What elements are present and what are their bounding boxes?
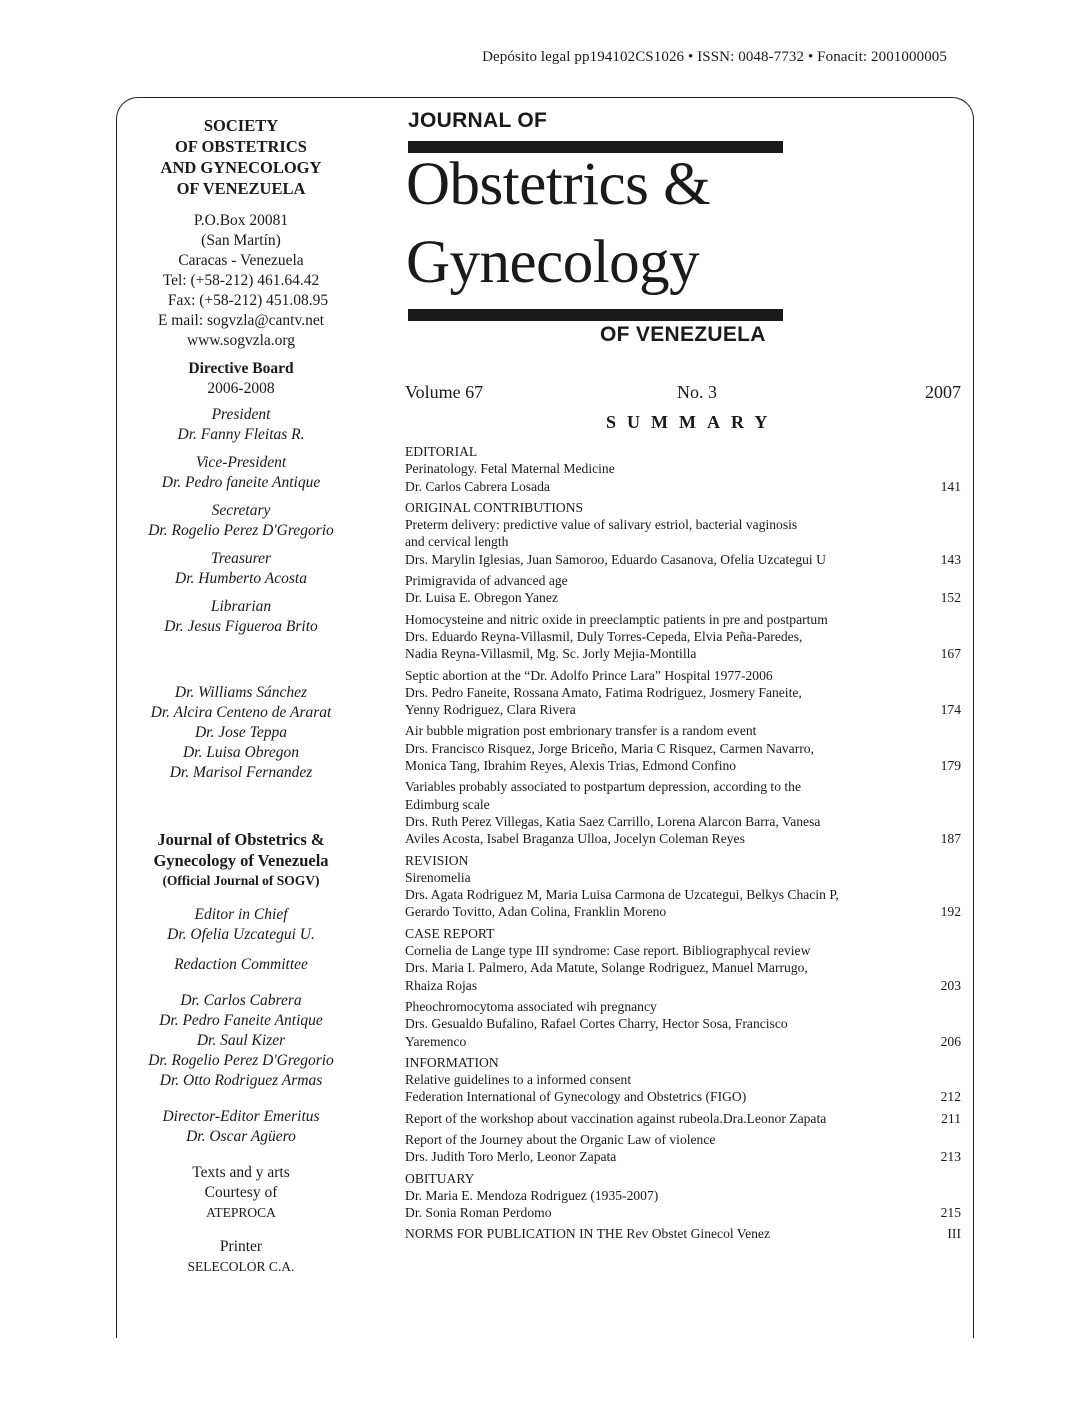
toc-page-number: 215 — [940, 1205, 961, 1221]
toc-entry-line: Monica Tang, Ibrahim Reyes, Alexis Trias, Edmond Confino — [405, 758, 737, 774]
of-venezuela-heading: OF VENEZUELA — [600, 323, 766, 346]
legal-deposit-line: Depósito legal pp194102CS1026 • ISSN: 0048-7732 • Fonacit: 2001000005 — [482, 49, 947, 65]
address-line: P.O.Box 20081 — [193, 212, 289, 229]
texts-line: Texts and y arts — [192, 1164, 290, 1181]
printer-label: Printer — [219, 1238, 263, 1255]
toc-page-number: III — [947, 1226, 961, 1242]
name-treasurer: Dr. Humberto Acosta — [175, 570, 307, 587]
toc-entry-line: Nadia Reyna-Villasmil, Mg. Sc. Jorly Mejia-Montilla — [405, 646, 697, 662]
toc-entry-line: Yaremenco — [405, 1033, 467, 1049]
texts-credit — [120, 1163, 362, 1203]
issue-year: 2007 — [925, 382, 961, 402]
toc-entry-line: Drs. Agata Rodriguez M, Maria Luisa Carmona de Uzcategui, Belkys Chacin P, — [405, 887, 839, 903]
toc-entry-line: Drs. Eduardo Reyna-Villasmil, Duly Torres-Cepeda, Elvia Peña-Paredes, — [405, 628, 803, 644]
name-secretary: Dr. Rogelio Perez D'Gregorio — [148, 522, 334, 539]
toc-entry-line: Perinatology. Fetal Maternal Medicine — [405, 461, 615, 477]
toc-section-heading: ORIGINAL CONTRIBUTIONS — [405, 499, 584, 515]
toc-entry-line: Drs. Pedro Faneite, Rossana Amato, Fatima Rodriguez, Josmery Faneite, — [405, 684, 802, 700]
toc-page-number: 143 — [940, 551, 961, 567]
role-president: President — [211, 406, 271, 423]
issue-number: No. 3 — [677, 382, 717, 402]
toc-entry-line: Dr. Carlos Cabrera Losada — [405, 478, 550, 494]
toc-entry-line: Dr. Luisa E. Obregon Yanez — [405, 590, 558, 606]
member-name: Dr. Marisol Fernandez — [169, 764, 313, 781]
committee-member: Dr. Pedro Faneite Antique — [159, 1012, 323, 1029]
journal-name-line: Journal of Obstetrics & — [157, 830, 325, 849]
emeritus-role: Director-Editor Emeritus — [162, 1108, 320, 1125]
toc-entry-body — [405, 572, 961, 607]
journal-name-line: Gynecology of Venezuela — [153, 851, 329, 870]
toc-entry-line: Drs. Judith Toro Merlo, Leonor Zapata — [405, 1149, 617, 1165]
toc-entry — [405, 998, 961, 1050]
toc-section-heading: EDITORIAL — [405, 444, 478, 459]
name-president: Dr. Fanny Fleitas R. — [177, 426, 305, 443]
volume-label: Volume 67 — [405, 382, 484, 402]
toc-entry-line: Homocysteine and nitric oxide in preeclamptic patients in pre and postpartum — [405, 611, 828, 627]
toc-entry — [405, 778, 961, 847]
committee-member: Dr. Otto Rodriguez Armas — [159, 1072, 323, 1089]
toc-entry-body — [405, 516, 961, 568]
toc-section-heading: CASE REPORT — [405, 925, 495, 941]
toc-section-heading: REVISION — [405, 852, 469, 868]
toc-entry — [405, 1225, 961, 1242]
official-journal-note: (Official Journal of SOGV) — [162, 873, 320, 888]
name-librarian: Dr. Jesus Figueroa Brito — [164, 618, 318, 635]
role-librarian: Librarian — [210, 598, 272, 615]
toc-entry-line: Federation International of Gynecology and Obstetrics (FIGO) — [405, 1089, 747, 1105]
fax-line: Fax: (+58-212) 451.08.95 — [167, 292, 329, 309]
texts-line: Courtesy of — [204, 1184, 278, 1201]
committee-list — [120, 991, 362, 1091]
member-name: Dr. Williams Sánchez — [174, 684, 308, 701]
toc-entry-line: Septic abortion at the “Dr. Adolfo Prince Lara” Hospital 1977-2006 — [405, 667, 773, 683]
toc-entry-line: Relative guidelines to a informed consent — [405, 1072, 632, 1088]
toc-page-number: 141 — [940, 478, 961, 494]
toc-entry — [405, 722, 961, 774]
toc-entry-body — [405, 998, 961, 1050]
toc-entry — [405, 443, 961, 495]
toc-page-number: 192 — [940, 904, 961, 920]
toc-entry — [405, 1170, 961, 1222]
committee-title: Redaction Committee — [174, 956, 308, 973]
member-name: Dr. Jose Teppa — [194, 724, 287, 741]
toc-entry-body — [405, 942, 961, 994]
toc-entry — [405, 1054, 961, 1106]
toc-entry-line: Report of the Journey about the Organic Law of violence — [405, 1131, 716, 1147]
member-name: Dr. Alcira Centeno de Ararat — [150, 704, 332, 721]
toc-section-heading: INFORMATION — [405, 1054, 499, 1070]
toc-entry-body — [405, 667, 961, 719]
toc-entry — [405, 572, 961, 607]
journal-of-heading: JOURNAL OF — [408, 109, 548, 132]
table-of-contents — [405, 443, 961, 1243]
toc-entry-line: Variables probably associated to postpartum depression, according to the — [405, 779, 801, 795]
committee-member: Dr. Saul Kizer — [196, 1032, 286, 1049]
toc-page-number: 213 — [940, 1149, 961, 1165]
email-line: E mail: sogvzla@cantv.net — [157, 312, 325, 329]
summary-heading: SUMMARY — [606, 412, 779, 432]
toc-entry-body — [405, 869, 961, 921]
emeritus-name: Dr. Oscar Agüero — [186, 1128, 296, 1145]
toc-entry-line: Drs. Marylin Iglesias, Juan Samoroo, Eduardo Casanova, Ofelia Uzcategui U — [405, 551, 826, 567]
toc-entry-line: Pheochromocytoma associated wih pregnancy — [405, 998, 657, 1014]
toc-entry-body — [405, 1225, 961, 1242]
toc-entry-body — [405, 460, 961, 495]
toc-entry-line: Dr. Maria E. Mendoza Rodriguez (1935-2007) — [405, 1187, 659, 1203]
toc-entry — [405, 925, 961, 994]
left-column — [120, 115, 362, 1277]
role-vice-president: Vice-President — [195, 454, 287, 471]
toc-entry — [405, 667, 961, 719]
toc-page-number: 212 — [940, 1089, 961, 1105]
toc-entry-line: Drs. Ruth Perez Villegas, Katia Saez Carrillo, Lorena Alarcon Barra, Vanesa — [405, 813, 821, 829]
committee-member: Dr. Rogelio Perez D'Gregorio — [148, 1052, 334, 1069]
board-title: Directive Board — [188, 360, 294, 377]
toc-entry-line: and cervical length — [405, 534, 509, 550]
toc-entry-line: Air bubble migration post embrionary transfer is a random event — [405, 723, 757, 739]
journal-title-line-1: Obstetrics & — [406, 151, 711, 218]
journal-name — [120, 829, 362, 871]
board-members — [120, 683, 362, 783]
toc-entry-line: Drs. Maria I. Palmero, Ada Matute, Solange Rodriguez, Manuel Marrugo, — [405, 960, 808, 976]
society-line: OF OBSTETRICS — [175, 137, 307, 156]
phone-line: Tel: (+58-212) 461.64.42 — [162, 272, 320, 289]
role-treasurer: Treasurer — [210, 550, 271, 567]
toc-entry-line: Sirenomelia — [405, 869, 471, 885]
toc-entry-line: Cornelia de Lange type III syndrome: Case report. Bibliographycal review — [405, 943, 811, 959]
toc-entry-line: Gerardo Tovitto, Adan Colina, Franklin Moreno — [405, 904, 667, 920]
address-line: (San Martín) — [201, 232, 281, 249]
toc-entry-line: Drs. Francisco Risquez, Jorge Briceño, Maria C Risquez, Carmen Navarro, — [405, 740, 814, 756]
toc-entry-body — [405, 1131, 961, 1166]
toc-entry-line: Drs. Gesualdo Bufalino, Rafael Cortes Charry, Hector Sosa, Francisco — [405, 1016, 788, 1032]
role-secretary: Secretary — [211, 502, 271, 519]
toc-entry — [405, 1110, 961, 1127]
toc-entry — [405, 1131, 961, 1166]
toc-page-number: 179 — [940, 758, 961, 774]
journal-title-line-2: Gynecology — [406, 229, 700, 296]
toc-entry-body — [405, 1071, 961, 1106]
toc-page-number: 187 — [940, 831, 961, 847]
toc-entry-body — [405, 778, 961, 847]
toc-entry-line: Preterm delivery: predictive value of salivary estriol, bacterial vaginosis — [405, 517, 798, 533]
toc-entry — [405, 611, 961, 663]
toc-page-number: 206 — [940, 1033, 961, 1049]
toc-entry-line: NORMS FOR PUBLICATION IN THE Rev Obstet Ginecol Venez — [405, 1226, 770, 1242]
toc-entry-line: Rhaiza Rojas — [405, 977, 478, 993]
toc-entry-body — [405, 1110, 961, 1127]
society-line: SOCIETY — [203, 116, 279, 135]
toc-entry-line: Report of the workshop about vaccination against rubeola.Dra.Leonor Zapata — [405, 1110, 827, 1126]
toc-page-number: 203 — [940, 977, 961, 993]
toc-page-number: 211 — [941, 1110, 961, 1126]
toc-entry — [405, 499, 961, 568]
committee-member: Dr. Carlos Cabrera — [180, 992, 302, 1009]
toc-entry-body — [405, 611, 961, 663]
printer-name: SELECOLOR C.A. — [187, 1259, 295, 1274]
toc-entry-body — [405, 722, 961, 774]
society-line: OF VENEZUELA — [176, 179, 306, 198]
toc-entry-line: Dr. Sonia Roman Perdomo — [405, 1205, 552, 1221]
editor-name: Dr. Ofelia Uzcategui U. — [167, 926, 315, 943]
board-years: 2006-2008 — [207, 380, 275, 397]
toc-entry-line: Aviles Acosta, Isabel Braganza Ulloa, Jocelyn Coleman Reyes — [405, 831, 745, 847]
toc-entry-line: Primigravida of advanced age — [405, 573, 568, 589]
toc-entry-line: Edimburg scale — [405, 796, 490, 812]
society-address — [120, 211, 362, 351]
website-line: www.sogvzla.org — [186, 332, 296, 349]
toc-section-heading: OBITUARY — [405, 1170, 475, 1186]
toc-entry-line: Yenny Rodriguez, Clara Rivera — [405, 702, 576, 718]
toc-entry — [405, 852, 961, 921]
toc-page-number: 167 — [940, 646, 961, 662]
address-line: Caracas - Venezuela — [178, 252, 304, 269]
ateproca-credit: ATEPROCA — [206, 1205, 276, 1220]
society-name — [120, 115, 362, 199]
toc-page-number: 174 — [940, 702, 961, 718]
name-vice-president: Dr. Pedro faneite Antique — [161, 474, 321, 491]
society-line: AND GYNECOLOGY — [160, 158, 322, 177]
editor-role: Editor in Chief — [194, 906, 288, 923]
toc-page-number: 152 — [940, 590, 961, 606]
member-name: Dr. Luisa Obregon — [182, 744, 300, 761]
title-rule-bottom — [408, 309, 783, 321]
toc-entry-body — [405, 1187, 961, 1222]
